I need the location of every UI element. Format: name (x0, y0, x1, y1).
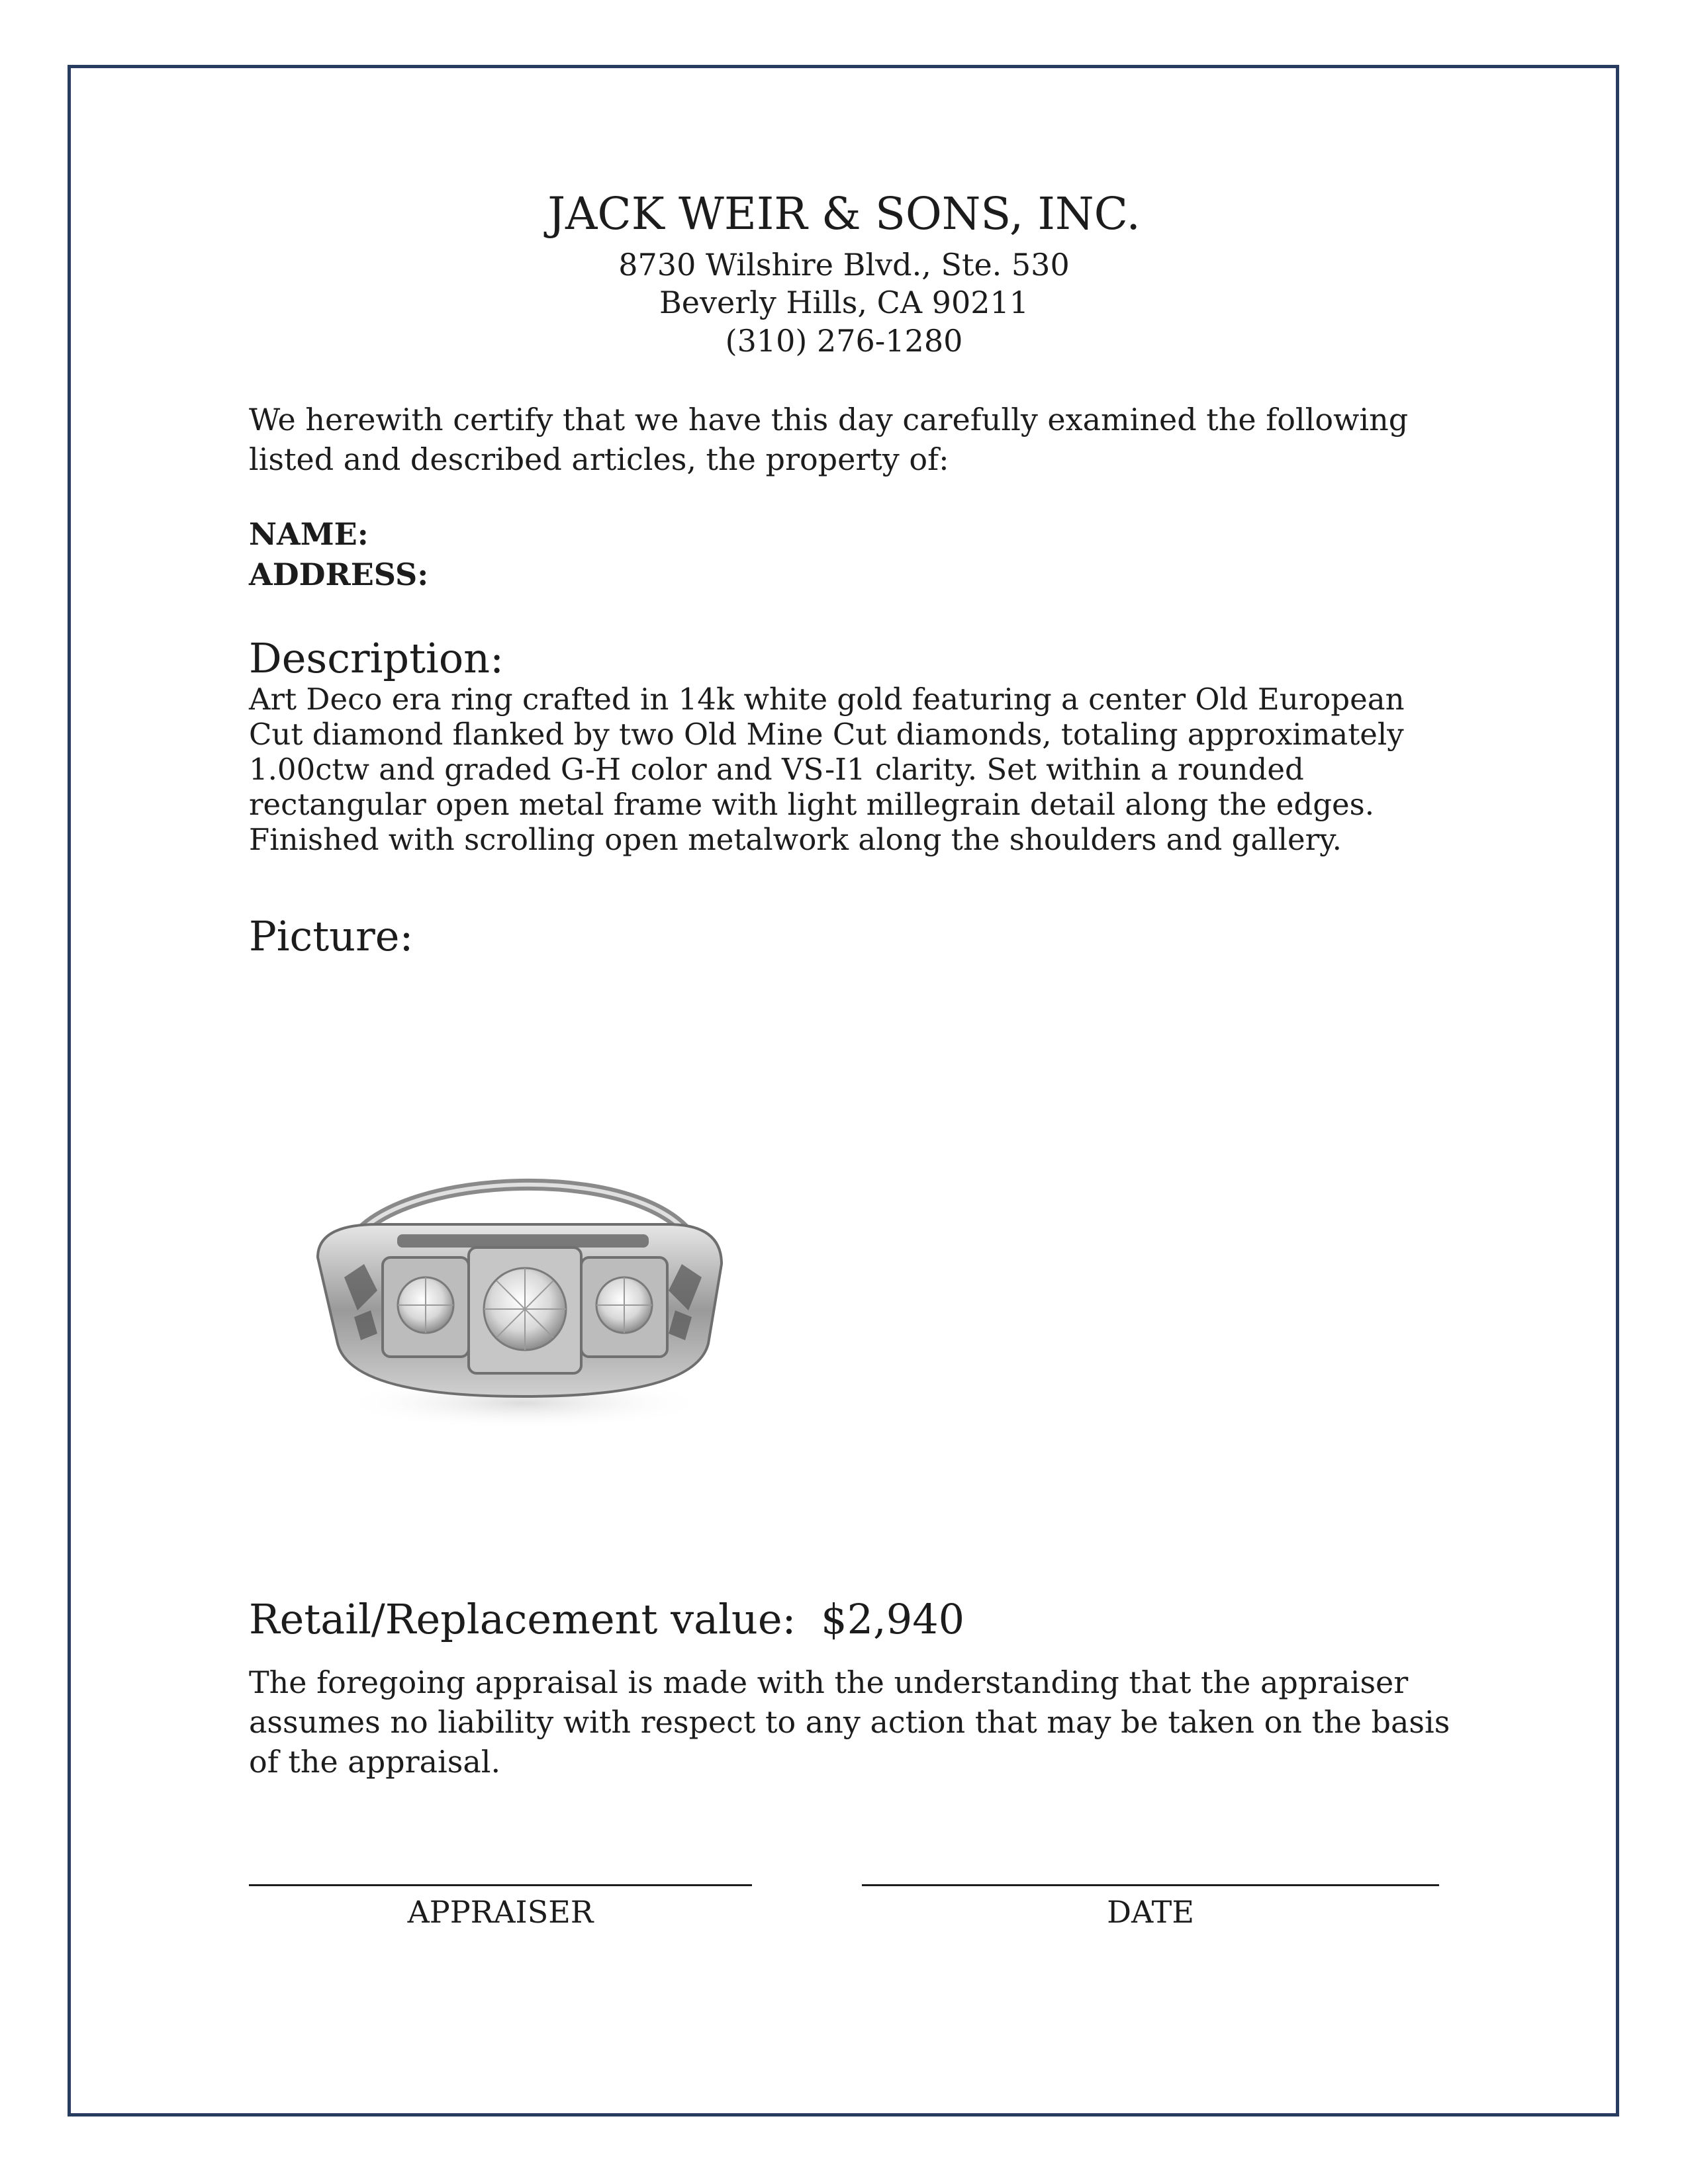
company-address-line2: Beverly Hills, CA 90211 (659, 285, 1029, 320)
disclaimer-text: The foregoing appraisal is made with the understanding that the appraiser assumes no liability with respect to any action that may be taken on the basis of the appraisal. (249, 1664, 1450, 1780)
appraiser-signature-line (249, 1884, 752, 1886)
value-amount: $2,940 (821, 1595, 965, 1643)
company-phone: (310) 276-1280 (725, 323, 963, 359)
address-label: ADDRESS: (249, 557, 429, 592)
ring-photo (305, 1125, 741, 1443)
page-border (68, 65, 1619, 2116)
name-label: NAME: (249, 516, 369, 552)
company-name: JACK WEIR & SONS, INC. (547, 188, 1141, 240)
value-row (249, 1595, 964, 1643)
description-heading: Description: (249, 634, 504, 682)
picture-heading: Picture: (249, 912, 414, 960)
description-text: Art Deco era ring crafted in 14k white gold featuring a center Old European Cut diamond flanked by two Old Mine Cut diamonds, totaling approximately 1.00ctw and graded G-H color and VS-I1 clarity. Set within a rounded rectangular open metal frame with light millegrain detail along the edges. Finished with scrolling open metalwork along the shoulders and gallery. (249, 682, 1405, 857)
date-label: DATE (1107, 1894, 1194, 1930)
appraiser-label: APPRAISER (407, 1894, 594, 1930)
value-label: Retail/Replacement value: (249, 1595, 796, 1643)
company-address-line1: 8730 Wilshire Blvd., Ste. 530 (618, 247, 1070, 283)
certify-statement: We herewith certify that we have this day carefully examined the following listed and described articles, the property of: (249, 402, 1409, 477)
date-signature-line (862, 1884, 1439, 1886)
